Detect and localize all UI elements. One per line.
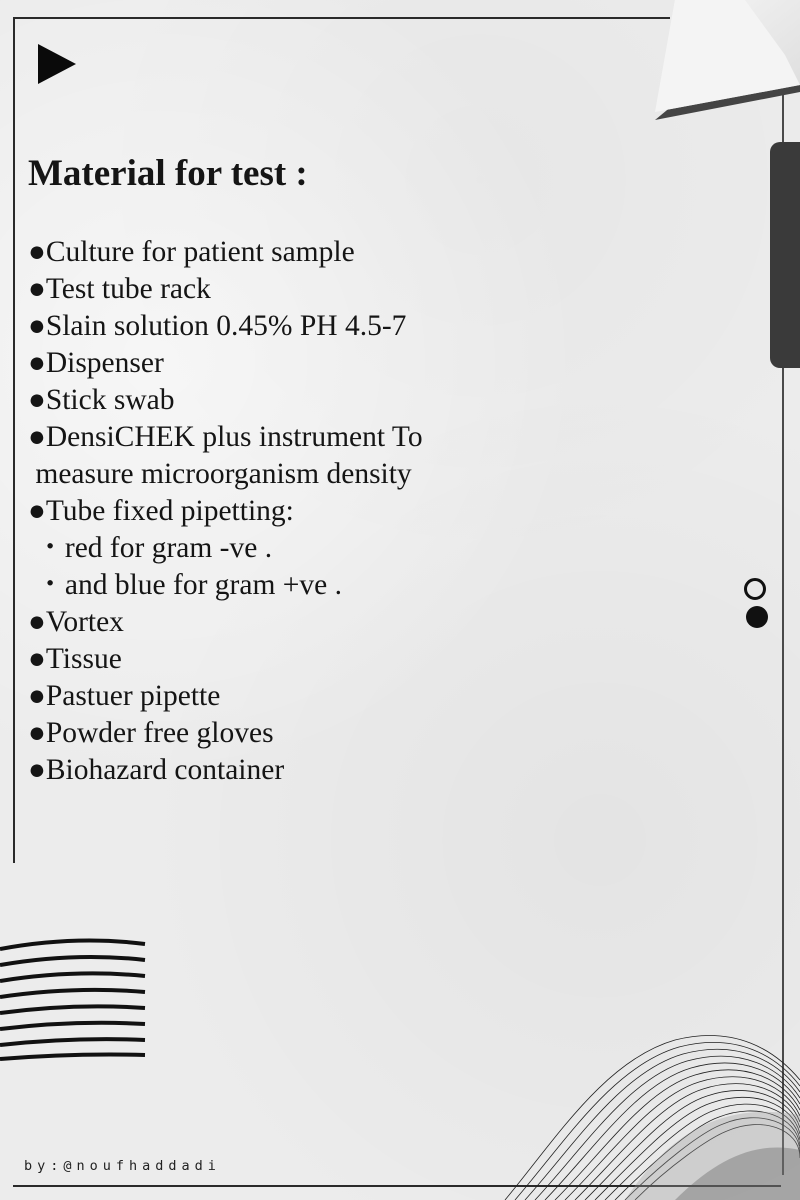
decorative-wave — [495, 1020, 800, 1200]
list-item: ●Tube fixed pipetting: — [28, 495, 294, 527]
list-item: ●Pastuer pipette — [28, 680, 221, 712]
frame-top-line — [13, 17, 670, 19]
page-fold-icon — [655, 0, 800, 125]
list-item: ●Biohazard container — [28, 754, 285, 786]
list-item: ・and blue for gram +ve . — [28, 569, 342, 601]
side-tab — [770, 142, 800, 368]
list-item: ●Tissue — [28, 643, 122, 675]
play-icon — [38, 44, 76, 84]
list-item: ・red for gram -ve . — [28, 532, 273, 564]
list-item: ●Slain solution 0.45% PH 4.5-7 — [28, 310, 407, 342]
hollow-circle-icon — [744, 578, 766, 600]
frame-left-line — [13, 17, 15, 863]
list-item: ●Stick swab — [28, 384, 175, 416]
page-title: Material for test : — [28, 153, 308, 194]
list-item: ●Dispenser — [28, 347, 164, 379]
list-item: measure microorganism density — [28, 458, 412, 490]
list-item: ●Culture for patient sample — [28, 236, 355, 268]
list-item: ●Vortex — [28, 606, 124, 638]
list-item: ●Test tube rack — [28, 273, 211, 305]
materials-list — [28, 234, 423, 789]
list-item: ●Powder free gloves — [28, 717, 274, 749]
author-byline: by:@noufhaddadi — [24, 1158, 221, 1174]
filled-circle-icon — [746, 606, 768, 628]
list-item: ●DensiCHEK plus instrument To — [28, 421, 423, 453]
decorative-stripes — [0, 935, 150, 1065]
